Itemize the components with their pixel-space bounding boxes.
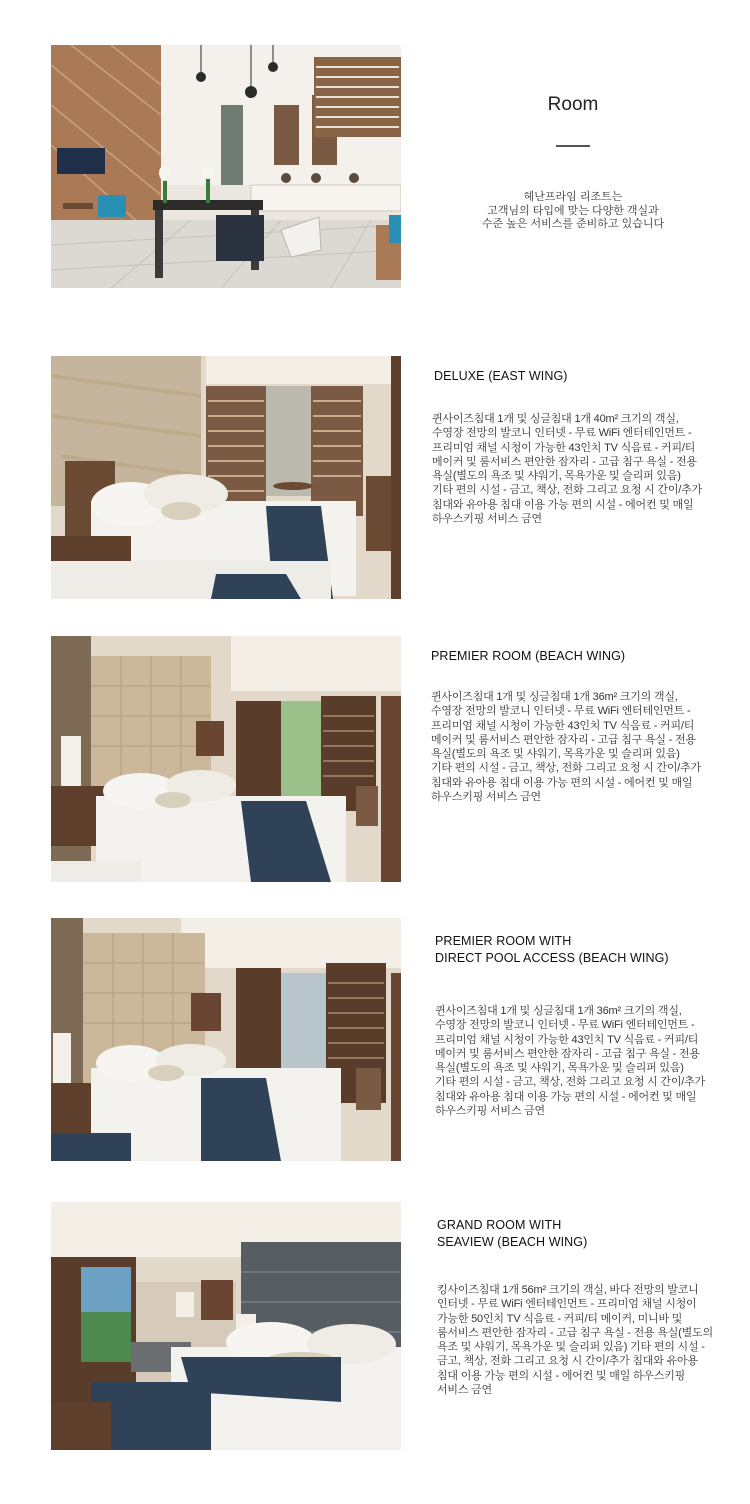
room-description: 퀸사이즈침대 1개 및 싱글침대 1개 36m² 크기의 객실, 수영장 전망의 발코니 인터넷 - 무료 WiFi 엔터테인먼트 - 프리미엄 채널 시청이 가능한 43인치 TV 식음료 - 커피/티 메이커 및 룸서비스 편안한 잠자리 - 고급 침구 욕실 - 전용 욕실(별도의 욕조 및 샤워기, 목욕가운 및 슬리퍼 있음) 기타 편의 시설 - 금고, 책상, 전화 그리고 요청 시 간이/추가 침대와 유아용 침대 이용 가능 편의 시설 - 에어컨 및 매일 하우스키핑 서비스 금연 xyxy=(435,1005,705,1118)
room-title: PREMIER ROOM WITH DIRECT POOL ACCESS (BEACH WING) xyxy=(435,934,669,965)
room-card xyxy=(431,648,736,804)
room-title: GRAND ROOM WITH SEAVIEW (BEACH WING) xyxy=(437,1218,588,1249)
room-card xyxy=(435,933,740,1118)
room-photo-deluxe xyxy=(51,356,401,599)
intro-description: 헤난프라임 리조트는 고객님의 타입에 맞는 다양한 객실과 수준 높은 서비스를 준비하고 있습니다 xyxy=(481,191,665,230)
intro-section xyxy=(423,90,723,232)
page-title: Room xyxy=(547,94,599,115)
room-description: 퀸사이즈침대 1개 및 싱글침대 1개 40m² 크기의 객실, 수영장 전망의 발코니 인터넷 - 무료 WiFi 엔터테인먼트 - 프리미엄 채널 시청이 가능한 43인치 TV 식음료 - 커피/티 메이커 및 룸서비스 편안한 잠자리 - 고급 침구 욕실 - 전용 욕실(별도의 욕조 및 샤워기, 목욕가운 및 슬리퍼 있음) 기타 편의 시설 - 금고, 책상, 전화 그리고 요청 시 간이/추가 침대와 유아용 침대 이용 가능 편의 시설 - 에어컨 및 매일 하우스키핑 서비스 금연 xyxy=(432,413,702,526)
room-card xyxy=(437,1217,742,1397)
room-photo-premier xyxy=(51,636,401,882)
lobby-photo xyxy=(51,45,401,288)
room-photo-premier-pool xyxy=(51,918,401,1161)
room-description: 퀸사이즈침대 1개 및 싱글침대 1개 36m² 크기의 객실, 수영장 전망의 발코니 인터넷 - 무료 WiFi 엔터테인먼트 - 프리미엄 채널 시청이 가능한 43인치 TV 식음료 - 커피/티 메이커 및 룸서비스 편안한 잠자리 - 고급 침구 욕실 - 전용 욕실(별도의 욕조 및 샤워기, 목욕가운 및 슬리퍼 있음) 기타 편의 시설 - 금고, 책상, 전화 그리고 요청 시 간이/추가 침대와 유아용 침대 이용 가능 편의 시설 - 에어컨 및 매일 하우스키핑 서비스 금연 xyxy=(431,691,701,804)
room-title: PREMIER ROOM (BEACH WING) xyxy=(431,649,626,663)
room-photo-grand-seaview xyxy=(51,1202,401,1450)
room-card xyxy=(434,368,739,526)
title-divider xyxy=(556,145,590,147)
room-title: DELUXE (EAST WING) xyxy=(434,369,568,383)
room-description: 킹사이즈침대 1개 56m² 크기의 객실, 바다 전망의 발코니 인터넷 - 무료 WiFi 엔터테인먼트 - 프리미엄 채널 시청이 가능한 50인치 TV 식음료 - 커피/티 메이커, 미니바 및 룸서비스 편안한 잠자리 - 고급 침구 욕실 - 전용 욕실(별도의 욕조 및 샤워기, 목욕가운 및 슬리퍼 있음) 기타 편의 시설 - 금고, 책상, 전화 그리고 요청 시 간이/추가 침대와 유아용 침대 이용 가능 편의 시설 - 에어컨 및 매일 하우스키핑 서비스 금연 xyxy=(437,1284,713,1397)
